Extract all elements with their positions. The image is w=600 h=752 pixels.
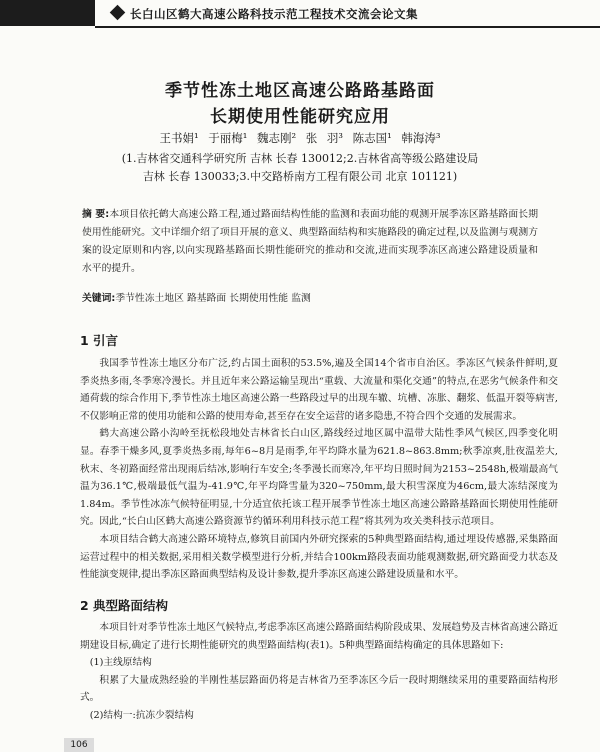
paper-title-line-2: 长期使用性能研究应用 xyxy=(210,107,390,127)
section-1-body xyxy=(80,355,558,584)
abstract-label: 摘 要: xyxy=(82,209,110,220)
authors: 王书娟¹ 于丽梅¹ 魏志刚² 张 羽³ 陈志国¹ 韩海涛³ xyxy=(159,131,441,145)
abstract xyxy=(82,206,538,278)
affiliation-line-2: 吉林 长春 130033;3.中交路桥南方工程有限公司 北京 101121) xyxy=(142,170,458,183)
keywords xyxy=(82,290,538,304)
paragraph: 我国季节性冻土地区分布广泛,约占国土面积的53.5%,遍及全国14个省市自治区。季冻区气候条件鲜明,夏季炎热多雨,冬季寒冷漫长。并且近年来公路运输呈现出“重载、大流量和渠化交通”的特点,在恶劣气候条件和交通荷载的综合作用下,季节性冻土地区高速公路一些路段过早的出现车辙、坑槽、冻胀、翻浆、低温开裂等病害,不仅影响正常的使用功能和公路的使用寿命,甚至存在安全运营的诸多隐患,不符合四个交通的发展需求。 xyxy=(80,358,558,422)
paper-title-line-1: 季节性冻土地区高速公路路基路面 xyxy=(165,81,435,101)
keywords-text: 季节性冻土地区 路基路面 长期使用性能 监测 xyxy=(115,293,311,304)
section-2-heading: 2 典型路面结构 xyxy=(80,598,169,613)
paragraph: 本项目针对季节性冻土地区气候特点,考虑季冻区高速公路路面结构阶段成果、发展趋势及吉林省高速公路近期建设目标,确定了进行长期性能研究的典型路面结构(表1)。5种典型路面结构确定的具体思路如下: xyxy=(80,622,558,651)
keywords-label: 关键词: xyxy=(82,293,116,304)
abstract-text: 本项目依托鹤大高速公路工程,通过路面结构性能的监测和表面功能的观测开展季冻区路基路面长期使用性能研究。文中详细介绍了项目开展的意义、典型路面结构和实施路段的确定过程,以及监测与观测方案的设定原则和内容,以向实现路基路面长期性能研究的推动和交流,进而实现季冻区高速公路建设质量和水平的提升。 xyxy=(82,209,538,274)
diamond-icon xyxy=(110,5,126,21)
section-1-heading: 1 引言 xyxy=(80,333,119,348)
paragraph: 本项目结合鹤大高速公路环境特点,修筑目前国内外研究探索的5种典型路面结构,通过埋设传感器,采集路面运营过程中的相关数据,采用相关数学模型进行分析,并结合100km路段表面功能观测数据,研究路面受力状态及性能演变规律,提出季冻区路面典型结构及设计参数,提升季冻区高速公路建设质量和水平。 xyxy=(80,533,558,581)
header-black-block xyxy=(0,0,95,26)
page-number: 106 xyxy=(64,738,94,752)
list-item-label: (1)主线原结构 xyxy=(89,657,152,669)
section-2-body xyxy=(80,619,558,725)
list-item-label: (2)结构一:抗冻少裂结构 xyxy=(89,709,194,721)
header-rule xyxy=(95,26,600,28)
paragraph: 积累了大量成熟经验的半刚性基层路面仍将是吉林省乃至季冻区今后一段时期继续采用的重要路面结构形式。 xyxy=(80,674,558,704)
paragraph: 鹤大高速公路小沟岭至抚松段地处吉林省长白山区,路线经过地区属中温带大陆性季风气候区,四季变化明显。春季干燥多风,夏季炎热多雨,每年6~8月是雨季,年平均降水量为621.8~863.8mm;秋季凉爽,肚夜温差大,秋末、冬初路面经常出现雨后结冰,影响行车安全;冬季漫长而寒冷,年平均日照时间为2153~2548h,极端最高气温为36.1℃,极端最低气温为-41.9℃,年平均降雪量为320~750mm,最大积雪深度为46cm,最大冻结深度为1.84m。季节性冰冻气候特征明显,十分适宜依托该工程开展季节性冻土地区高速公路路基路面长期使用性能研究。因此,“长白山区鹤大高速公路资源节约循环利用科技示范工程”将其列为攻关类科技示范项目。 xyxy=(80,428,558,528)
journal-title: 长白山区鹤大高速公路科技示范工程技术交流会论文集 xyxy=(130,7,418,21)
affiliation-line-1: (1.吉林省交通科学研究所 吉林 长春 130012;2.吉林省高等级公路建设局 xyxy=(121,152,479,165)
running-header xyxy=(0,0,600,28)
